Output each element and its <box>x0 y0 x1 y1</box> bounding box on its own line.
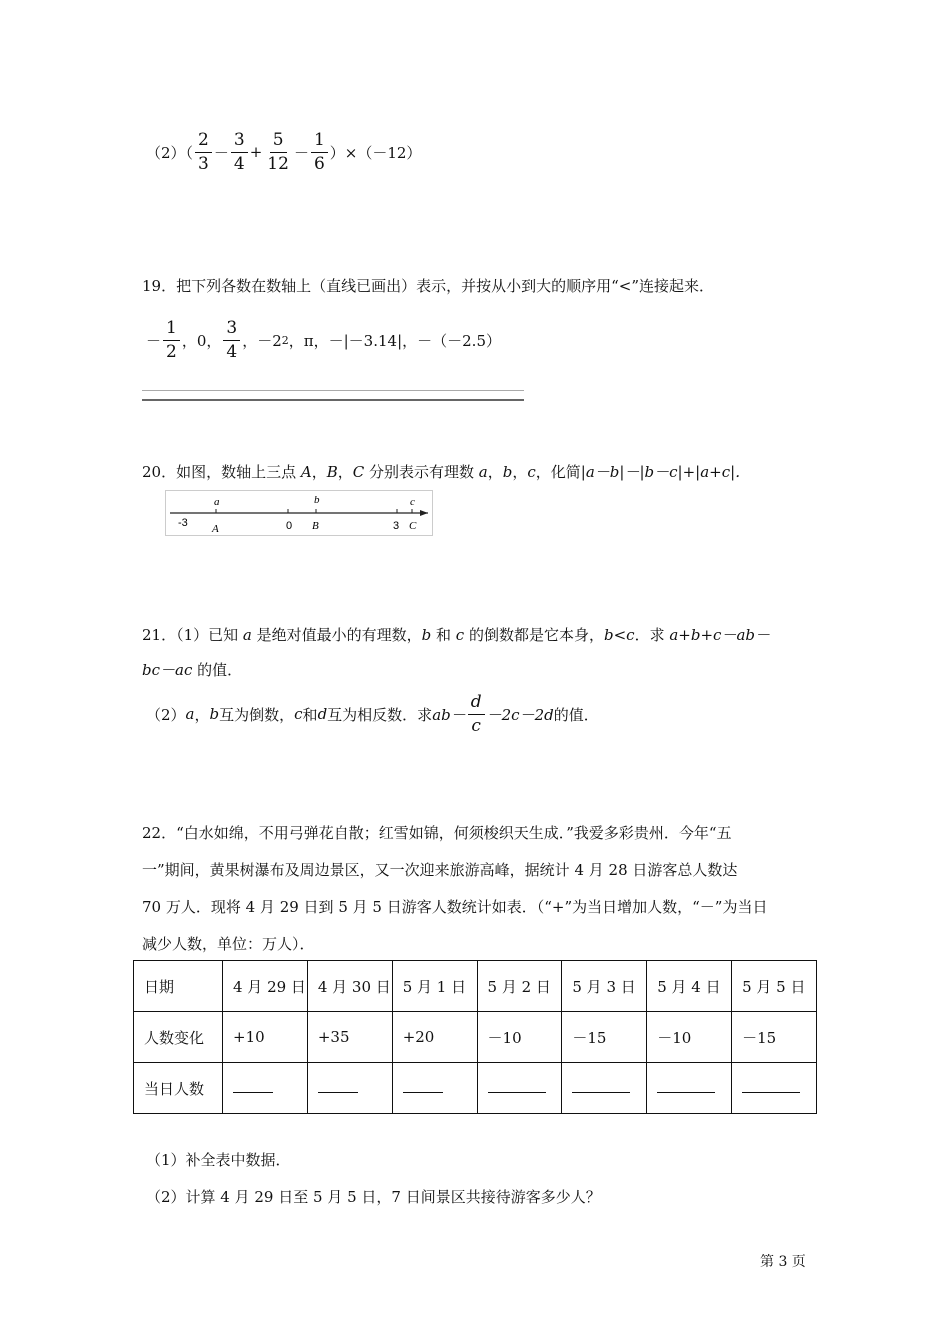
tourist-table <box>133 960 817 1114</box>
text: ， <box>194 705 210 724</box>
q21-part1-line2 <box>142 660 242 680</box>
q18-suffix: ）×（－12） <box>329 143 422 162</box>
variable: c <box>626 626 635 644</box>
q22-line3: 70 万人．现将 4 月 29 日到 5 月 5 日游客人数统计如表．（“+”为当日增加人数，“－”为当日 <box>142 898 768 916</box>
text: ，化简| <box>535 463 586 481</box>
text: 互为相反数．求 <box>327 705 433 724</box>
text: 是绝对值最小的有理数， <box>251 626 422 644</box>
point-C: C <box>409 520 417 532</box>
date-cell: 5 月 4 日 <box>647 961 732 1012</box>
text: 和 <box>302 705 318 724</box>
variable: c <box>294 705 303 723</box>
variable: c <box>527 463 536 481</box>
change-cell: +10 <box>223 1012 308 1063</box>
answer-blank[interactable] <box>403 1080 443 1093</box>
q18-prefix: （2）（ <box>146 143 194 162</box>
number-line-figure <box>165 490 433 536</box>
change-cell: －10 <box>647 1012 732 1063</box>
change-cell: +20 <box>392 1012 477 1063</box>
table-row-changes <box>134 1012 817 1063</box>
point-label: C <box>352 463 365 481</box>
point-label: A <box>300 463 312 481</box>
variable: b <box>421 626 432 644</box>
row-label: 日期 <box>134 961 223 1012</box>
blank-cell[interactable] <box>392 1063 477 1114</box>
text: ， <box>487 463 503 481</box>
superscript: 2 <box>281 333 289 347</box>
fraction-1-2: $\frac{1}{2}$ <box>163 320 180 361</box>
text: 分别表示有理数 <box>364 463 479 481</box>
blank-cell[interactable] <box>562 1063 647 1114</box>
fraction-d-c: $\frac{d}{c}$ <box>468 694 485 735</box>
q19-numbers <box>146 314 501 366</box>
expression: ab－ <box>432 705 466 724</box>
answer-blank[interactable] <box>657 1080 715 1093</box>
blank-cell[interactable] <box>307 1063 392 1114</box>
table-row-daily <box>134 1063 817 1114</box>
text: 21．（1）已知 <box>142 626 243 644</box>
q22-sub2: （2）计算 4 月 29 日至 5 月 5 日，7 日间景区共接待游客多少人？ <box>146 1188 601 1206</box>
variable: a <box>242 626 252 644</box>
q21-part2 <box>146 688 599 740</box>
q22-line4: 减少人数，单位：万人）． <box>142 935 315 953</box>
change-cell: －15 <box>732 1012 817 1063</box>
expression: a+b+c－ab－ <box>669 626 770 644</box>
text: ， <box>512 463 528 481</box>
blank-cell[interactable] <box>647 1063 732 1114</box>
blank-cell[interactable] <box>477 1063 562 1114</box>
expression: a－b|－|b－c|+|a+c|． <box>585 463 751 481</box>
variable: a <box>185 705 195 723</box>
change-cell: +35 <box>307 1012 392 1063</box>
blank-cell[interactable] <box>223 1063 308 1114</box>
date-cell: 5 月 5 日 <box>732 961 817 1012</box>
plus-sign: + <box>249 143 263 161</box>
text: ， <box>311 463 327 481</box>
table-row-dates <box>134 961 817 1012</box>
text: ， <box>337 463 353 481</box>
expression: bc－ac <box>142 661 193 679</box>
tick-label-3: 3 <box>393 520 400 532</box>
fraction-3-4: $\frac{3}{4}$ <box>223 320 240 361</box>
minus-sign: － <box>293 143 309 162</box>
date-cell: 4 月 29 日 <box>223 961 308 1012</box>
q18-2-expression <box>146 126 421 178</box>
fraction-5-12: $\frac{5}{12}$ <box>267 129 289 174</box>
number-line-blank <box>142 390 524 401</box>
change-cell: －15 <box>562 1012 647 1063</box>
text: 的值． <box>553 705 599 724</box>
minus-sign: － <box>213 143 229 162</box>
point-label: B <box>326 463 338 481</box>
text: 互为倒数， <box>219 705 295 724</box>
answer-blank[interactable] <box>742 1080 800 1093</box>
text: 和 <box>431 626 456 644</box>
blank-cell[interactable] <box>732 1063 817 1114</box>
number-list-part: ，－2 <box>242 331 282 350</box>
point-A: A <box>212 523 219 535</box>
variable: b <box>502 463 513 481</box>
row-label: 人数变化 <box>134 1012 223 1063</box>
row-label: 当日人数 <box>134 1063 223 1114</box>
minus-sign: － <box>146 331 162 350</box>
q21-part1-line1 <box>142 625 770 645</box>
arrow-icon <box>420 510 428 516</box>
variable: a <box>478 463 488 481</box>
change-cell: －10 <box>477 1012 562 1063</box>
number-line-svg <box>166 491 432 535</box>
page-number: 第 3 页 <box>760 1254 806 1270</box>
date-cell: 5 月 3 日 <box>562 961 647 1012</box>
answer-blank[interactable] <box>488 1080 546 1093</box>
point-B: B <box>312 520 319 532</box>
answer-blank[interactable] <box>318 1080 358 1093</box>
variable: c <box>455 626 465 644</box>
expression: －2c－2d <box>486 705 554 724</box>
answer-blank[interactable] <box>233 1080 273 1093</box>
separator: ，0， <box>181 331 222 350</box>
q20-question <box>142 462 750 482</box>
date-cell: 4 月 30 日 <box>307 961 392 1012</box>
text: ．求 <box>634 626 670 644</box>
number-list-part: ，π，－|－3.14|，－（－2.5） <box>288 331 501 350</box>
date-cell: 5 月 2 日 <box>477 961 562 1012</box>
fraction-3-4: $\frac{3}{4}$ <box>231 132 248 173</box>
q22-line2: 一”期间，黄果树瀑布及周边景区，又一次迎来旅游高峰，据统计 4 月 28 日游客总人数达 <box>142 861 738 879</box>
text: 的值． <box>192 661 243 679</box>
date-cell: 5 月 1 日 <box>392 961 477 1012</box>
text: < <box>613 626 627 644</box>
tick-label-neg3: -3 <box>178 517 188 529</box>
variable: d <box>317 705 328 723</box>
answer-blank[interactable] <box>572 1080 630 1093</box>
text: （2） <box>146 705 186 724</box>
variable: b <box>209 705 220 723</box>
tick-label-0: 0 <box>286 520 293 532</box>
label-c: c <box>410 496 415 508</box>
label-a: a <box>214 496 220 508</box>
fraction-2-3: $\frac{2}{3}$ <box>195 132 212 173</box>
q19-question: 19．把下列各数在数轴上（直线已画出）表示，并按从小到大的顺序用“<”连接起来． <box>142 277 714 295</box>
q22-line1: 22．“白水如绵，不用弓弹花自散；红雪如锦，何须梭织天生成．”我爱多彩贵州．今年“五 <box>142 824 732 842</box>
text: 20．如图，数轴上三点 <box>142 463 301 481</box>
text: 的倒数都是它本身， <box>464 626 604 644</box>
q22-sub1: （1）补全表中数据． <box>146 1151 291 1169</box>
label-b: b <box>314 494 320 506</box>
fraction-1-6: $\frac{1}{6}$ <box>311 132 328 173</box>
variable: b <box>603 626 614 644</box>
